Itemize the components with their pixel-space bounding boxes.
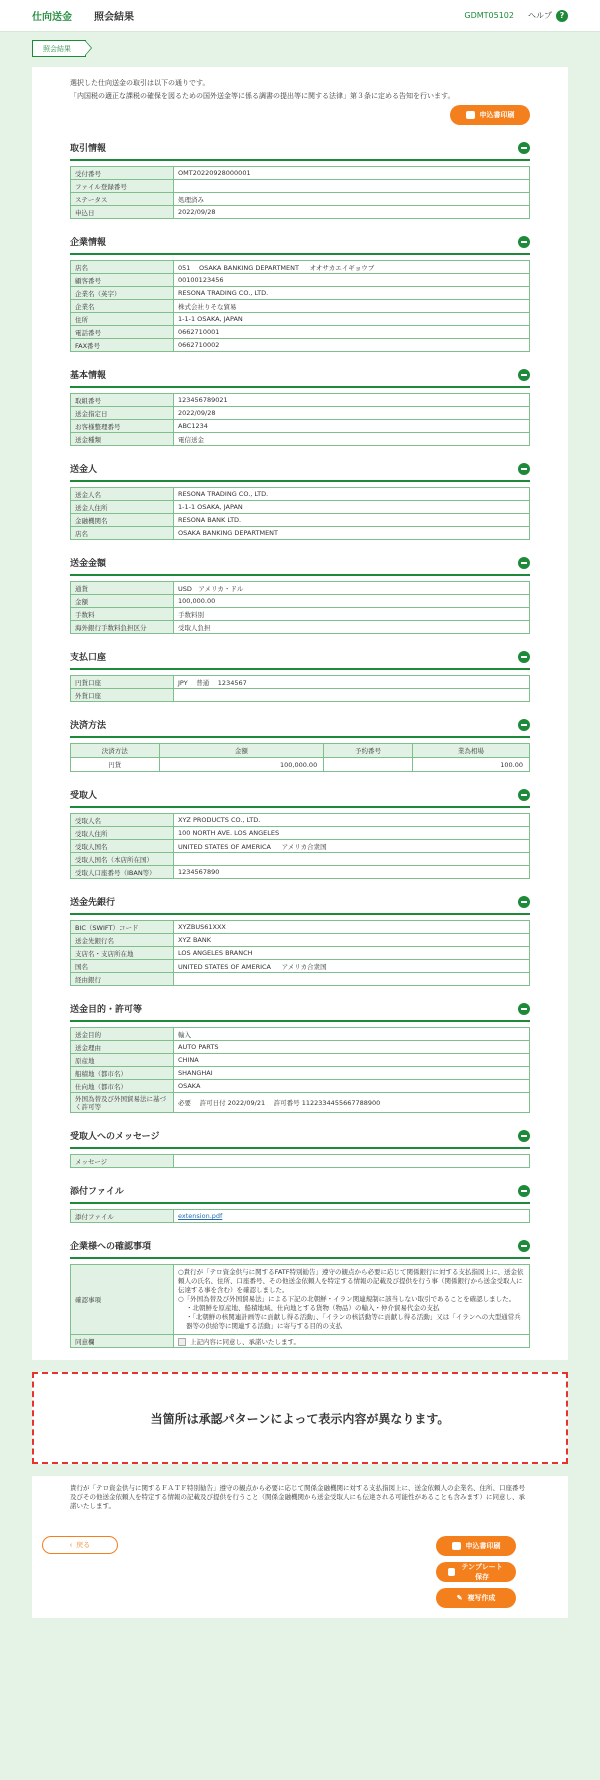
table-row	[71, 1155, 530, 1168]
table-row	[71, 180, 530, 193]
field-label: ファイル登録番号	[71, 180, 174, 193]
table-row	[71, 853, 530, 866]
table-row	[71, 527, 530, 540]
field-label: お客様整理番号	[71, 420, 174, 433]
field-value: OMT20220928000001	[174, 167, 530, 180]
field-value: 処理済み	[174, 193, 530, 206]
purpose-table	[70, 1027, 530, 1113]
table-row	[71, 814, 530, 827]
table-row	[71, 420, 530, 433]
section-title: 送金人	[70, 465, 98, 475]
collapse-icon[interactable]	[518, 719, 530, 731]
table-row	[71, 1067, 530, 1080]
table-cell	[324, 758, 413, 772]
field-value: 0662710001	[174, 326, 530, 339]
collapse-icon[interactable]	[518, 789, 530, 801]
beneficiary-table	[70, 813, 530, 879]
table-row	[71, 313, 530, 326]
confirmation-table	[70, 1264, 530, 1348]
table-row	[71, 394, 530, 407]
footer-space	[0, 1618, 600, 1658]
field-value: 0662710002	[174, 339, 530, 352]
print-label: 申込書印刷	[465, 1543, 501, 1550]
collapse-icon[interactable]	[518, 896, 530, 908]
copy-create-button[interactable]	[436, 1588, 516, 1608]
field-label: 受取人名	[71, 814, 174, 827]
pencil-icon: ✎	[456, 1595, 463, 1602]
field-label: 送金先銀行名	[71, 934, 174, 947]
field-value: ABC1234	[174, 420, 530, 433]
section-account	[70, 644, 530, 702]
remitter-table	[70, 487, 530, 540]
table-cell: 100.00	[412, 758, 529, 772]
field-value: XYZBUS61XXX	[174, 921, 530, 934]
field-value: 1234567890	[174, 866, 530, 879]
help-label: ヘルプ	[528, 11, 552, 20]
amount-table	[70, 581, 530, 634]
field-label: FAX番号	[71, 339, 174, 352]
table-cell: 円貨	[71, 758, 160, 772]
field-label: 企業名（英字）	[71, 287, 174, 300]
approval-pattern-notice: 当箇所は承認パターンによって表示内容が異なります。	[32, 1372, 568, 1464]
intro-line-1: 選択した仕向送金の取引は以下の通りです。	[70, 79, 210, 87]
column-header: 予約番号	[324, 744, 413, 758]
field-label: 海外銀行手数料負担区分	[71, 621, 174, 634]
section-confirmation	[70, 1233, 530, 1348]
table-row	[71, 501, 530, 514]
field-value: 輸入	[174, 1028, 530, 1041]
field-label: 原産地	[71, 1054, 174, 1067]
collapse-icon[interactable]	[518, 1240, 530, 1252]
table-row	[71, 1265, 530, 1335]
section-title: 基本情報	[70, 371, 107, 381]
chevron-left-icon: ‹	[69, 1541, 73, 1549]
field-label: 送金目的	[71, 1028, 174, 1041]
field-value: AUTO PARTS	[174, 1041, 530, 1054]
section-remitter	[70, 456, 530, 540]
collapse-icon[interactable]	[518, 142, 530, 154]
attachment-link[interactable]: extension.pdf	[178, 1212, 223, 1220]
top-bar	[0, 0, 600, 32]
table-row	[71, 1210, 530, 1223]
field-value: 必要 許可日付 2022/09/21 許可番号 1122334455667788900	[174, 1093, 530, 1113]
collapse-icon[interactable]	[518, 1130, 530, 1142]
collapse-icon[interactable]	[518, 651, 530, 663]
field-label: 送金理由	[71, 1041, 174, 1054]
table-row	[71, 758, 530, 772]
field-label: メッセージ	[71, 1155, 174, 1168]
table-row	[71, 274, 530, 287]
field-value	[174, 180, 530, 193]
section-title: 送金目的・許可等	[70, 1005, 143, 1015]
table-row	[71, 1054, 530, 1067]
field-value: 電信送金	[174, 433, 530, 446]
field-label: 申込日	[71, 206, 174, 219]
field-label: 国名	[71, 960, 174, 973]
table-row	[71, 193, 530, 206]
section-title: 企業様への確認事項	[70, 1242, 152, 1252]
message-table	[70, 1154, 530, 1168]
table-row	[71, 206, 530, 219]
field-value	[174, 689, 530, 702]
field-label: 送金指定日	[71, 407, 174, 420]
account-table	[70, 675, 530, 702]
section-purpose	[70, 996, 530, 1113]
table-row	[71, 676, 530, 689]
collapse-icon[interactable]	[518, 1003, 530, 1015]
help-icon: ?	[556, 10, 568, 22]
section-title: 送金先銀行	[70, 898, 116, 908]
field-label: 店名	[71, 527, 174, 540]
section-amount	[70, 550, 530, 634]
collapse-icon[interactable]	[518, 557, 530, 569]
table-row	[71, 947, 530, 960]
field-label: 受取人国名（本店所在国）	[71, 853, 174, 866]
field-value: 2022/09/28	[174, 206, 530, 219]
field-label: 店名	[71, 261, 174, 274]
save-icon	[448, 1568, 455, 1576]
field-value: 1-1-1 OSAKA, JAPAN	[174, 313, 530, 326]
field-value: 1-1-1 OSAKA, JAPAN	[174, 501, 530, 514]
field-value: OSAKA BANKING DEPARTMENT	[174, 527, 530, 540]
agree-text: 上記内容に同意し、承諾いたします。	[190, 1337, 300, 1346]
breadcrumb	[0, 32, 600, 63]
company-table	[70, 260, 530, 352]
print-application-bottom-button[interactable]	[436, 1536, 516, 1556]
field-label: 企業名	[71, 300, 174, 313]
table-row	[71, 1080, 530, 1093]
print-label: 申込書印刷	[479, 112, 515, 119]
field-value: USD アメリカ・ドル	[174, 582, 530, 595]
section-attachment	[70, 1178, 530, 1223]
field-value: XYZ PRODUCTS CO., LTD.	[174, 814, 530, 827]
table-row	[71, 960, 530, 973]
field-label: ステータス	[71, 193, 174, 206]
table-row	[71, 595, 530, 608]
intro-text	[70, 77, 454, 103]
confirm-paragraph: ・「北朝鮮の核関連計画等に貢献し得る活動」、「イランの核活動等に貢献し得る活動」又は「イランへの大型通常兵器等の供給等に関連する活動」に寄与する目的の支払	[186, 1313, 521, 1330]
column-header: 業為相場	[412, 744, 529, 758]
screen-id: GDMT05102	[464, 11, 514, 20]
back-button[interactable]	[42, 1536, 118, 1554]
table-row	[71, 339, 530, 352]
tab-outbound-remittance[interactable]: 仕向送金	[32, 12, 72, 23]
field-label: 受付番号	[71, 167, 174, 180]
field-value: RESONA TRADING CO., LTD.	[174, 287, 530, 300]
field-label: 送金人住所	[71, 501, 174, 514]
table-row	[71, 1041, 530, 1054]
section-basic	[70, 362, 530, 446]
field-label: 支店名・支店所在地	[71, 947, 174, 960]
field-label: 送金種類	[71, 433, 174, 446]
field-label: 受取人住所	[71, 827, 174, 840]
section-title: 企業情報	[70, 238, 107, 248]
settlement-table	[70, 743, 530, 772]
table-row	[71, 488, 530, 501]
field-label: 顧客番号	[71, 274, 174, 287]
table-row	[71, 1028, 530, 1041]
collapse-icon[interactable]	[518, 1185, 530, 1197]
field-value: 株式会社りそな貿易	[174, 300, 530, 313]
field-value	[174, 1155, 530, 1168]
help-link[interactable]	[528, 10, 568, 22]
confirm-paragraph: ・北朝鮮を原産地、船積地域、仕向地とする貨物（物品）の輸入・仲介貿易代金の支払	[186, 1304, 440, 1312]
main-panel	[32, 67, 568, 1360]
field-value: 100 NORTH AVE. LOS ANGELES	[174, 827, 530, 840]
template-label: テンプレート保存	[461, 1564, 503, 1581]
section-message	[70, 1123, 530, 1168]
field-label: BIC（SWIFT）コード	[71, 921, 174, 934]
section-bank	[70, 889, 530, 986]
table-row	[71, 608, 530, 621]
field-value: 手数料別	[174, 608, 530, 621]
table-row	[71, 689, 530, 702]
field-value: 00100123456	[174, 274, 530, 287]
back-label: 戻る	[76, 1542, 91, 1549]
field-value: JPY 普通 1234567	[174, 676, 530, 689]
field-value: 受取人負担	[174, 621, 530, 634]
field-label: 電話番号	[71, 326, 174, 339]
table-row	[71, 261, 530, 274]
field-label: 通貨	[71, 582, 174, 595]
field-value: 2022/09/28	[174, 407, 530, 420]
field-value: UNITED STATES OF AMERICA アメリカ合衆国	[174, 960, 530, 973]
field-value: UNITED STATES OF AMERICA アメリカ合衆国	[174, 840, 530, 853]
field-value: 051 OSAKA BANKING DEPARTMENT オオサカエイギョウブ	[174, 261, 530, 274]
section-title: 受取人へのメッセージ	[70, 1132, 160, 1142]
table-row	[71, 167, 530, 180]
table-row	[71, 407, 530, 420]
table-row	[71, 326, 530, 339]
table-row	[71, 1335, 530, 1348]
table-row	[71, 840, 530, 853]
field-label: 受取人口座番号（IBAN等）	[71, 866, 174, 879]
field-label: 確認事項	[71, 1265, 174, 1335]
field-label: 住所	[71, 313, 174, 326]
section-title: 送金金額	[70, 559, 107, 569]
field-label: 外貨口座	[71, 689, 174, 702]
field-label: 仕向地（都市名）	[71, 1080, 174, 1093]
collapse-icon[interactable]	[518, 369, 530, 381]
collapse-icon[interactable]	[518, 236, 530, 248]
field-label: 円貨口座	[71, 676, 174, 689]
bottom-panel	[32, 1476, 568, 1618]
field-label: 同意欄	[71, 1335, 174, 1348]
field-value: LOS ANGELES BRANCH	[174, 947, 530, 960]
table-row	[71, 973, 530, 986]
agreement-text: 貴行が「テロ資金供与に関するＦＡＴＦ特別勧告」遵守の観点から必要に応じて関係金融機関に対する支払指図上に、送金依頼人の企業名、住所、口座番号及びその他送金依頼人を特定する情報の記載及び提供を行うこと（関係金融機関から送金受取人にも伝達される可能性があることも含みます）に同意し、承諾いたします。	[70, 1484, 525, 1510]
copy-label: 複写作成	[467, 1595, 496, 1602]
field-label: 船積地（都市名）	[71, 1067, 174, 1080]
section-title: 取引情報	[70, 144, 107, 154]
table-row	[71, 287, 530, 300]
bank-table	[70, 920, 530, 986]
section-transaction	[70, 135, 530, 219]
section-beneficiary	[70, 782, 530, 879]
page-title: 照会結果	[94, 12, 134, 23]
confirm-paragraph: ○「外国為替及び外国貿易法」による下記の北朝鮮・イラン関連規制に該当しない取引であることを確認しました。	[178, 1295, 516, 1303]
section-title: 受取人	[70, 791, 98, 801]
table-cell: 100,000.00	[159, 758, 324, 772]
section-title: 支払口座	[70, 653, 107, 663]
table-row	[71, 582, 530, 595]
table-row	[71, 1093, 530, 1113]
field-value: 123456789021	[174, 394, 530, 407]
field-label: 取組番号	[71, 394, 174, 407]
table-row	[71, 866, 530, 879]
field-value: OSAKA	[174, 1080, 530, 1093]
field-value: CHINA	[174, 1054, 530, 1067]
field-label: 経由銀行	[71, 973, 174, 986]
field-value	[174, 973, 530, 986]
collapse-icon[interactable]	[518, 463, 530, 475]
section-company	[70, 229, 530, 352]
printer-icon	[466, 111, 475, 119]
field-value: SHANGHAI	[174, 1067, 530, 1080]
breadcrumb-item: 照会結果	[32, 40, 86, 57]
transaction-table	[70, 166, 530, 219]
confirmation-text	[174, 1265, 530, 1335]
confirm-paragraph: ○貴行が「テロ資金供与に関するFATF特別勧告」遵守の観点から必要に応じて関係銀行に対する支払指図上に、送金依頼人の氏名、住所、口座番号、その他送金依頼人を特定する情報の記載及び提供を行う事（関係銀行から送金受取人に伝達する事を含む）を確認しました。	[178, 1268, 524, 1294]
table-row	[71, 514, 530, 527]
field-label: 添付ファイル	[71, 1210, 174, 1223]
field-value: XYZ BANK	[174, 934, 530, 947]
agree-checkbox[interactable]	[178, 1338, 186, 1346]
table-row	[71, 621, 530, 634]
section-title: 添付ファイル	[70, 1187, 124, 1197]
save-template-button[interactable]	[436, 1562, 516, 1582]
field-label: 手数料	[71, 608, 174, 621]
attachment-table	[70, 1209, 530, 1223]
table-row	[71, 300, 530, 313]
table-row	[71, 827, 530, 840]
column-header: 決済方法	[71, 744, 160, 758]
table-row	[71, 934, 530, 947]
intro-line-2: 「内国税の適正な課税の確保を図るための国外送金等に係る調書の提出等に関する法律」第３条に定める告知を行います。	[70, 92, 455, 100]
column-header: 金額	[159, 744, 324, 758]
field-value: 100,000.00	[174, 595, 530, 608]
printer-icon	[452, 1542, 461, 1550]
field-label: 金額	[71, 595, 174, 608]
field-label: 外国為替及び外国貿易法に基づく許可等	[71, 1093, 174, 1113]
field-label: 送金人名	[71, 488, 174, 501]
table-header-row	[71, 744, 530, 758]
field-label: 受取人国名	[71, 840, 174, 853]
table-row	[71, 921, 530, 934]
print-application-button[interactable]	[450, 105, 530, 125]
field-label: 金融機関名	[71, 514, 174, 527]
section-settlement	[70, 712, 530, 772]
basic-table	[70, 393, 530, 446]
section-title: 決済方法	[70, 721, 107, 731]
table-row	[71, 433, 530, 446]
field-value: RESONA BANK LTD.	[174, 514, 530, 527]
field-value	[174, 853, 530, 866]
field-value: RESONA TRADING CO., LTD.	[174, 488, 530, 501]
